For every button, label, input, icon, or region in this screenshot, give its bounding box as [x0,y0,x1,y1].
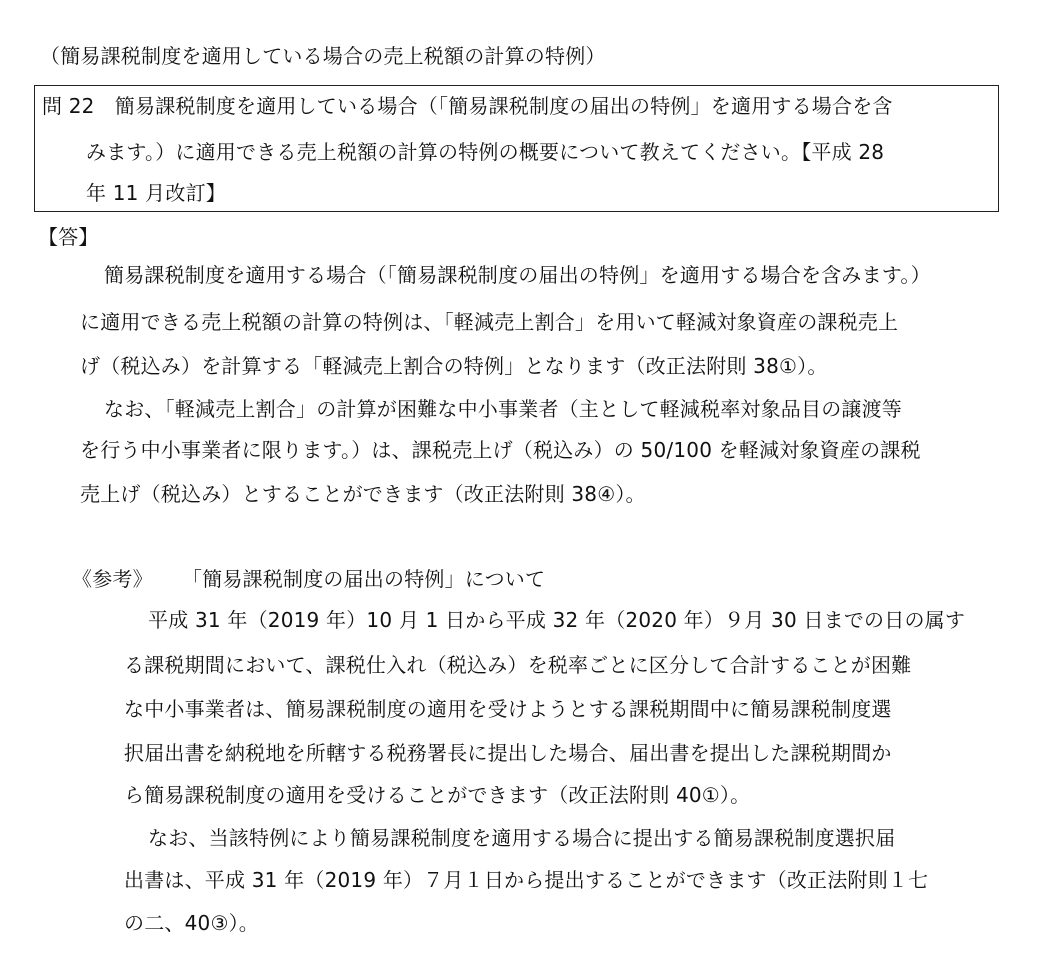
section-title: （簡易課税制度を適用している場合の売上税額の計算の特例） [40,44,606,68]
reference-paragraph-line: ら簡易課税制度の適用を受けることができます（改正法附則 40①）。 [124,783,751,807]
answer-paragraph-line: に適用できる売上税額の計算の特例は、「軽減売上割合」を用いて軽減対象資産の課税売上 [80,310,899,334]
question-line: 問 22 簡易課税制度を適用している場合（「簡易課税制度の届出の特例」を適用する場合を含 [42,94,893,118]
reference-paragraph-line: 平成 31 年（2019 年）10 月 1 日から平成 32 年（2020 年）９月 30 日までの日の属す [148,608,966,632]
answer-paragraph-line: 売上げ（税込み）とすることができます（改正法附則 38④）。 [80,482,646,506]
answer-paragraph-line: なお、「軽減売上割合」の計算が困難な中小事業者（主として軽減税率対象品目の譲渡等 [104,397,902,421]
reference-paragraph-line: の二、40③）。 [124,911,259,935]
question-line: みます。）に適用できる売上税額の計算の特例の概要について教えてください。【平成 28 [86,140,885,164]
reference-paragraph-line: 出書は、平成 31 年（2019 年）７月１日から提出することができます（改正法附則１七 [124,868,929,892]
answer-label: 【答】 [38,225,99,249]
question-line: 年 11 月改訂】 [86,181,226,205]
reference-label: 《参考》 [72,567,153,591]
reference-paragraph-line: な中小事業者は、簡易課税制度の適用を受けようとする課税期間中に簡易課税制度選 [124,697,892,721]
answer-paragraph-line: げ（税込み）を計算する「軽減売上割合の特例」となります（改正法附則 38①）。 [80,354,828,378]
reference-paragraph-line: 択届出書を納税地を所轄する税務署長に提出した場合、届出書を提出した課税期間か [124,741,892,765]
reference-paragraph-line: る課税期間において、課税仕入れ（税込み）を税率ごとに区分して合計することが困難 [124,653,912,677]
answer-paragraph-line: 簡易課税制度を適用する場合（「簡易課税制度の届出の特例」を適用する場合を含みます。） [104,263,931,287]
reference-title: 「簡易課税制度の届出の特例」について [182,567,546,591]
answer-paragraph-line: を行う中小事業者に限ります。）は、課税売上げ（税込み）の 50/100 を軽減対象資産の課税 [80,438,921,462]
reference-paragraph-line: なお、当該特例により簡易課税制度を適用する場合に提出する簡易課税制度選択届 [148,826,896,850]
